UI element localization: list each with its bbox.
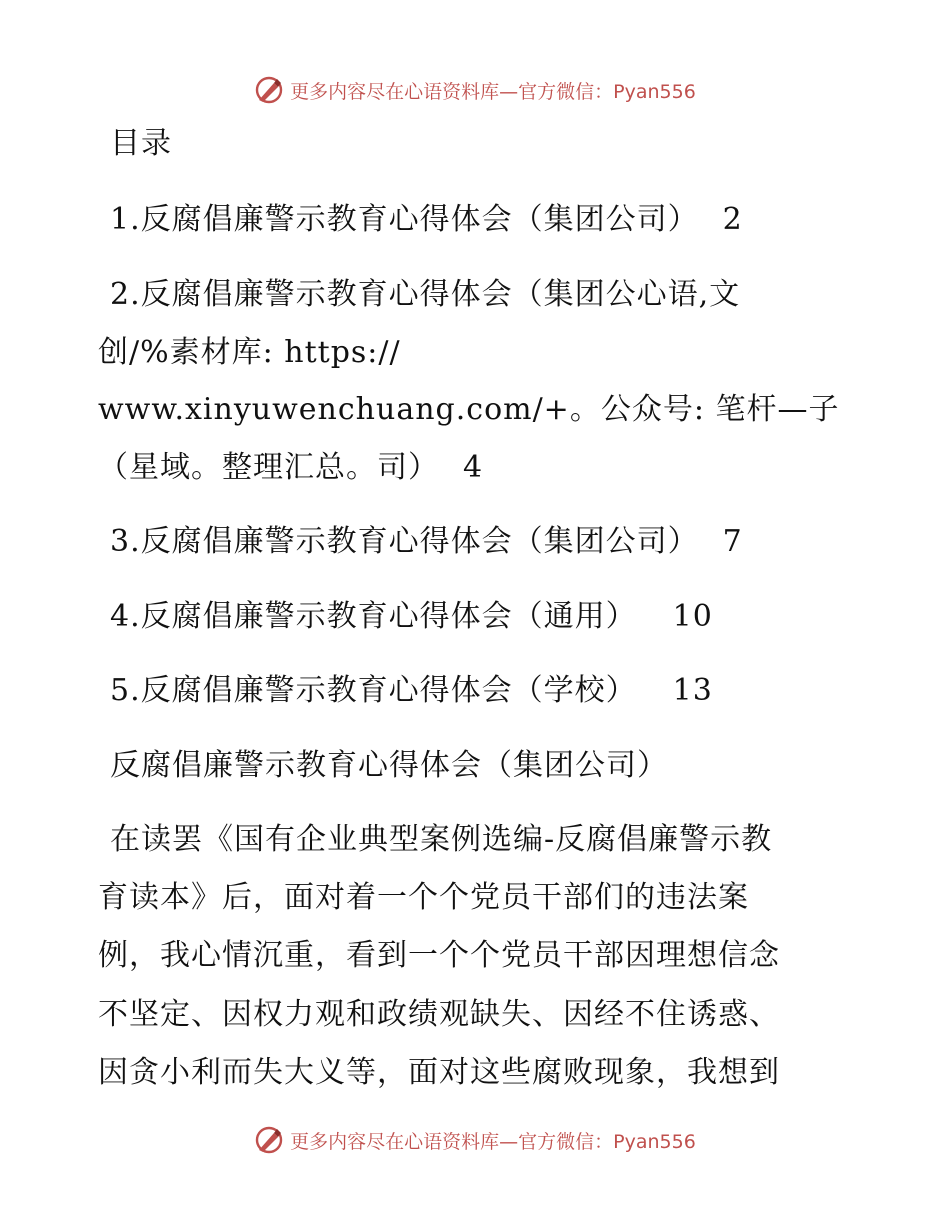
toc-entry-label: （星域。整理汇总。司） [98, 450, 439, 485]
toc-entry-4[interactable] [110, 597, 713, 637]
toc-entry-label: 5.反腐倡廉警示教育心得体会（学校） [110, 673, 637, 708]
toc-entry-2-line-4[interactable] [98, 448, 483, 488]
toc-entry-2-line-3[interactable]: www.xinyuwenchuang.com/+。公众号: 笔杆—子 [98, 392, 840, 427]
paragraph-line-2: 育读本》后，面对着一个个党员干部们的违法案 [98, 880, 749, 915]
toc-entry-page: 2 [722, 202, 743, 237]
toc-entry-page: 10 [672, 599, 713, 634]
paragraph-line-1: 在读罢《国有企业典型案例选编-反腐倡廉警示教 [110, 822, 773, 857]
section-heading: 反腐倡廉警示教育心得体会（集团公司） [110, 748, 668, 783]
toc-entry-page: 4 [463, 450, 484, 485]
toc-entry-page: 13 [672, 673, 713, 708]
toc-entry-5[interactable] [110, 671, 713, 711]
footer-banner [0, 1120, 950, 1160]
toc-entry-2-line-2[interactable]: 创/%素材库: https:// [98, 335, 401, 370]
banner-text: 更多内容尽在心语资料库—官方微信：Pyan556 [290, 1130, 696, 1153]
toc-entry-page: 7 [722, 524, 743, 559]
pen-logo-icon [254, 75, 284, 105]
toc-entry-3[interactable] [110, 522, 743, 562]
toc-title: 目录 [110, 126, 172, 161]
paragraph-line-4: 不坚定、因权力观和政绩观缺失、因经不住诱惑、 [98, 997, 780, 1032]
pen-logo-icon [254, 1125, 284, 1155]
toc-entry-2-line-1[interactable]: 2.反腐倡廉警示教育心得体会（集团公心语,文 [110, 277, 741, 312]
banner-text: 更多内容尽在心语资料库—官方微信：Pyan556 [290, 80, 696, 103]
toc-entry-1[interactable] [110, 200, 743, 240]
toc-entry-label: 4.反腐倡廉警示教育心得体会（通用） [110, 599, 637, 634]
toc-entry-label: 1.反腐倡廉警示教育心得体会（集团公司） [110, 202, 699, 237]
header-banner [0, 70, 950, 110]
toc-entry-label: 3.反腐倡廉警示教育心得体会（集团公司） [110, 524, 699, 559]
paragraph-line-5: 因贪小利而失大义等，面对这些腐败现象，我想到 [98, 1055, 780, 1090]
paragraph-line-3: 例，我心情沉重，看到一个个党员干部因理想信念 [98, 938, 780, 973]
